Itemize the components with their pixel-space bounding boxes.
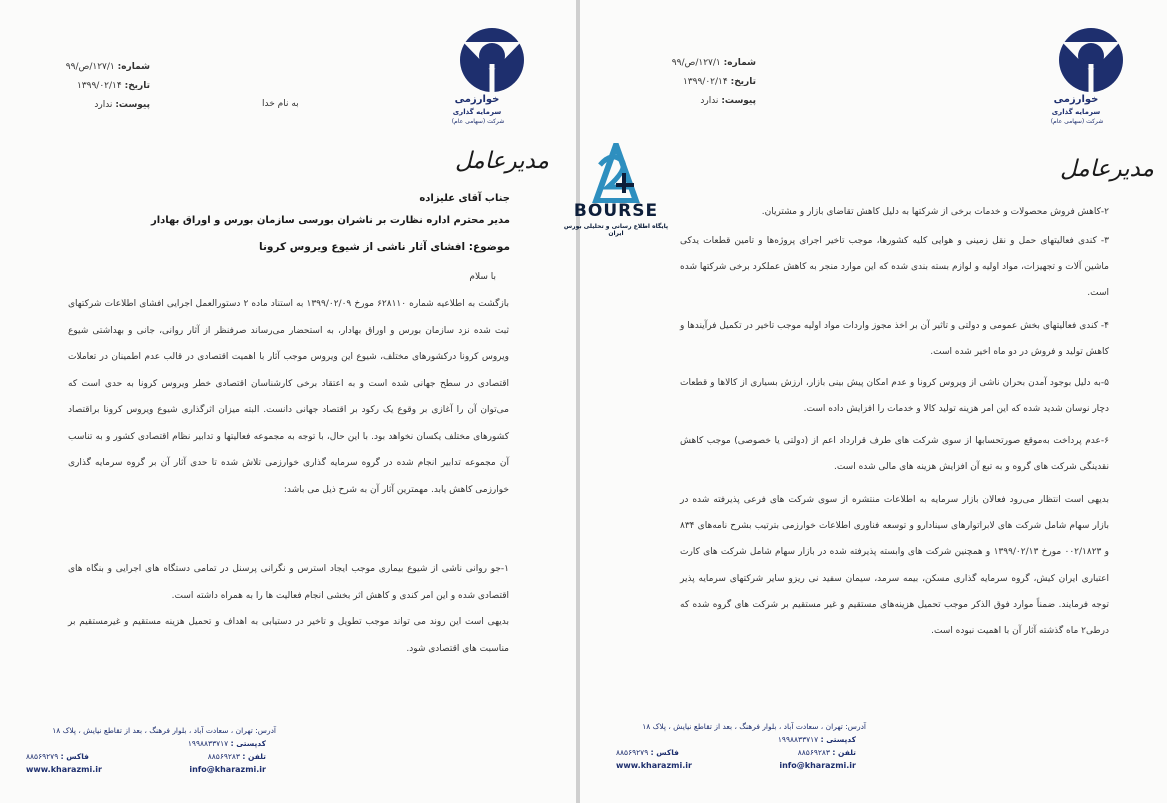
body-paragraph: ۲-کاهش فروش محصولات و خدمات برخی از شرکتها به دلیل کاهش تقاضای بازار و مشتریان. [761,207,1109,217]
kharazmi-logo [447,28,537,128]
postal-label: کدپستی : [820,735,856,744]
postal-value: ۱۹۹۸۸۳۳۷۱۷ [187,739,229,748]
watermark-tagline: پایگاه اطلاع رسانی و تحلیلی بورس ایران [563,223,669,237]
watermark-brand: BOURSE [573,201,659,221]
body-paragraph: بدیهی است انتظار می‌رود فعالان بازار سرمایه به اطلاعات منتشره از سوی شرکت های فرعی پذیرفته شده در بازار سهام شامل شرکت های لابراتوارهای سینادارو و توسعه فناوری اطلاعات خوارزمی بترتیب بشرح نامه‌های ۸۳۴ و ۰۰۲/۱۸۲۳ مورخ ۱۳۹۹/۰۲/۱۳ و همچنین شرکت های وابسته پذیرفته شده در بازار سهام شامل شرکت های کارت اعتباری ایران کیش، گروه سرمایه گذاری مسکن، بیمه سرمد، سیمان سفید نی ریزو سایر شرکتهای سرمایه پذیر توجه فرمایند. ضمناً موارد فوق الذکر موجب تحمیل هزینه‌های مستقیم و غیر مستقیم بر شرکت های گروه شده که درطی۲ ماه گذشته آثار آن با اهمیت نبوده است. [680,495,1109,637]
logo-name: خوارزمی [454,94,500,105]
phone-value: ۸۸۵۶۹۲۸۳ [797,748,830,757]
website-link[interactable]: www.kharazmi.ir [616,761,692,770]
addressee-title: مدیر محترم اداره نظارت بر ناشران بورسی سازمان بورس و اوراق بهادار [150,215,510,226]
letter-footer [616,722,866,770]
date-label: تاریخ: [730,77,756,87]
logo-name: خوارزمی [1053,94,1099,105]
date-value: ۱۳۹۹/۰۲/۱۴ [682,77,728,87]
postal-label: کدپستی : [230,739,266,748]
fax-value: ۸۸۵۶۹۲۷۹ [616,748,649,757]
signature: مدیرعامل [1060,156,1154,182]
date-value: ۱۳۹۹/۰۲/۱۴ [76,81,122,91]
letter-page-1 [0,0,576,803]
phone-label: تلفن : [832,748,856,757]
addressee-name: جناب آقای علیزاده [419,193,510,204]
body-paragraph: ۳- کندی فعالیتهای حمل و نقل زمینی و هوایی کلیه کشورها، موجب تاخیر اجرای پروژه‌ها و تامین قطعات یدکی ماشین آلات و تجهیزات، مواد اولیه و لوازم بسته بندی شده که این موارد منجر به کاهش عملکرد برخی شرکتها شده است. [680,236,1109,299]
addressee [90,188,510,232]
body-paragraph: ۶-عدم پرداخت به‌موقع صورتحسابها از سوی شرکت های طرف قرارداد اعم از (دولتی یا خصوصی) موجب کاهش نقدینگی شرکت های گروه و به تبع آن افزایش هزینه های مالی شده است. [680,436,1109,473]
bourse24-watermark [560,143,672,239]
fax-value: ۸۸۵۶۹۲۷۹ [26,752,59,761]
logo-company-type: شرکت (سهامی عام) [1050,118,1104,125]
email-link[interactable]: info@kharazmi.ir [189,765,266,774]
number-label: شماره: [117,62,150,72]
logo-subtitle: سرمایه گذاری [1051,108,1101,116]
phone-label: تلفن : [242,752,266,761]
footer-address: آدرس: تهران ، سعادت آباد ، بلوار فرهنگ ، بعد از تقاطع نیایش ، پلاک ۱۸ [52,726,276,735]
number-value: ۱۲۷/۱/ص/۹۹ [671,58,721,68]
postal-value: ۱۹۹۸۸۳۳۷۱۷ [777,735,819,744]
email-link[interactable]: info@kharazmi.ir [779,761,856,770]
letter-meta [666,54,756,111]
body-paragraph: بازگشت به اطلاعیه شماره ۶۲۸۱۱۰ مورخ ۱۳۹۹/۰۲/۰۹ به استناد ماده ۲ دستورالعمل اجرایی افشای اطلاعات شرکتهای ثبت شده نزد سازمان بورس و اوراق بهادار، به استحضار می‌رساند صرفنظر از آثار روانی، جانی و بهداشتی شیوع ویروس کرونا درکشورهای مختلف، شیوع این ویروس موجب آثار با اهمیت اقتصادی در قالب عدم اطمینان در تعاملات اقتصادی در سطح جهانی شده است و به اعتقاد برخی کارشناسان اقتصادی خطر ویروس کرونا به حدی است که می‌توان آن را آغازی بر وقوع یک رکود بر اقتصاد جهانی دانست. البته میزان اثرگذاری شیوع ویروس کرونا براقتصاد کشورهای مختلف یکسان نخواهد بود. با این حال، با توجه به مجموعه فعالیتها و تدابیر نظام اقتصادی کشور و به تناسب آن مجموعه تدابیر انجام شده در گروه سرمایه گذاری خوارزمی تلاش شده تا حدی آثار آن بر گروه سرمایه گذاری خوارزمی کاهش یابد. مهمترین آثار آن به شرح ذیل می باشد: [68,299,509,495]
signature: مدیرعامل [455,148,549,174]
bourse24-emblem-icon [560,143,672,203]
logo-subtitle: سرمایه گذاری [452,108,502,116]
body-paragraph: بدیهی است این روند می تواند موجب تطویل و تاخیر در دستیابی به اهداف و تحمیل هزینه مستقیم و غیرمستقیم بر مناسبت های اقتصادی شود. [68,617,509,654]
body-paragraph: ۴- کندی فعالیتهای بخش عمومی و دولتی و تاثیر آن بر اخذ مجوز واردات مواد اولیه موجب تاخیر در تکمیل فرآیندها و کاهش تولید و فروش در دو ماه اخیر شده است. [680,321,1109,358]
kharazmi-logo [1046,28,1136,128]
website-link[interactable]: www.kharazmi.ir [26,765,102,774]
greeting: با سلام [469,272,496,282]
logo-company-type: شرکت (سهامی عام) [451,118,505,125]
attachment-value: ندارد [700,96,719,106]
kharazmi-emblem-icon [447,28,537,94]
attachment-value: ندارد [94,100,113,110]
kharazmi-emblem-icon [1046,28,1136,94]
attachment-label: پیوست: [721,96,756,106]
fax-label: فاکس : [650,748,679,757]
date-label: تاریخ: [124,81,150,91]
phone-value: ۸۸۵۶۹۲۸۳ [207,752,240,761]
basmala: به نام خدا [262,99,299,109]
letter-meta [60,58,150,115]
body-paragraph: ۵-به دلیل بوجود آمدن بحران ناشی از ویروس کرونا و عدم امکان پیش بینی بازار، ارزش بسیاری از کالاها و قطعات دچار نوسان شدید شده که این امر هزینه تولید کالا و خدمات را افزایش داده است. [680,378,1109,415]
attachment-label: پیوست: [115,100,150,110]
fax-label: فاکس : [60,752,89,761]
letter-footer [26,726,276,774]
footer-address: آدرس: تهران ، سعادت آباد ، بلوار فرهنگ ، بعد از تقاطع نیایش ، پلاک ۱۸ [642,722,866,731]
body-paragraph: ۱-جو روانی ناشی از شیوع بیماری موجب ایجاد استرس و نگرانی پرسنل در تمامی دستگاه های اجرایی و بنگاه های اقتصادی شده و این امر کندی و کاهش اثر بخشی انجام فعالیت ها را به همراه داشته است. [68,564,509,601]
number-value: ۱۲۷/۱/ص/۹۹ [65,62,115,72]
letter-page-2 [580,0,1167,803]
number-label: شماره: [723,58,756,68]
subject: موضوع: افشای آثار ناشی از شیوع ویروس کرونا [259,241,510,253]
